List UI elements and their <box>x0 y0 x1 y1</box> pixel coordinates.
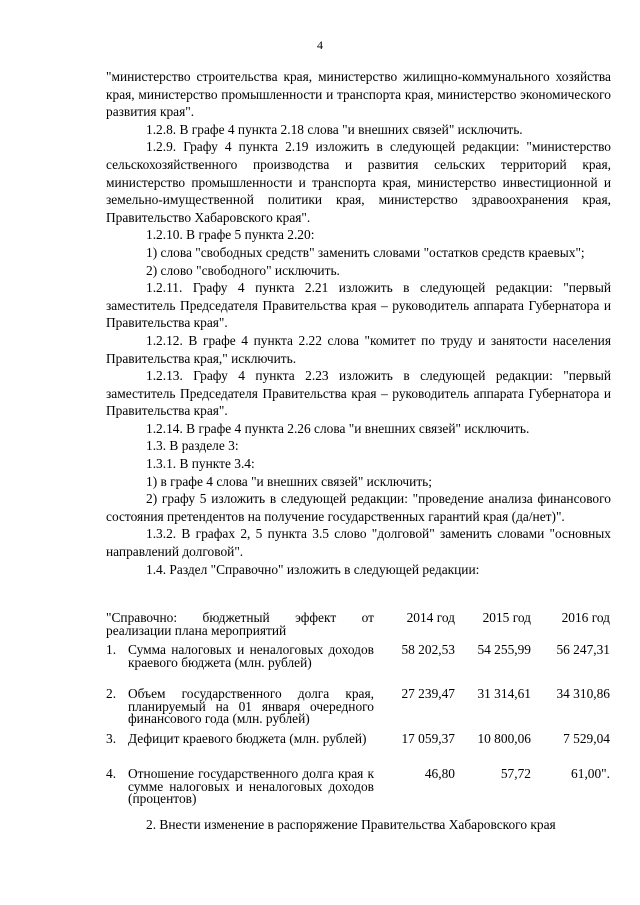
paragraph: 1.2.12. В графе 4 пункта 2.22 слова "комитет по труду и занятости населения Правительства края," исключить. <box>106 332 611 366</box>
row-value: 10 800,06 <box>477 731 531 746</box>
table-row <box>106 768 611 810</box>
row-value: 56 247,31 <box>556 642 610 657</box>
row-value: 61,00". <box>571 766 610 781</box>
paragraph: "министерство строительства края, министерство жилищно-коммунального хозяйства края, министерство промышленности и транспорта края, министерство экономического развития края". <box>106 69 611 120</box>
paragraph: 1.2.8. В графе 4 пункта 2.18 слова "и внешних связей" исключить. <box>146 121 523 137</box>
row-description: Дефицит краевого бюджета (млн. рублей) <box>128 731 367 746</box>
year-header: 2015 год <box>482 610 531 625</box>
row-value: 57,72 <box>500 766 531 781</box>
row-description: Отношение государственного долга края к сумме налоговых и неналоговых доходов (процентов) <box>128 766 374 806</box>
row-value: 31 314,61 <box>477 686 531 701</box>
document-body <box>106 68 611 578</box>
paragraph: 2) графу 5 изложить в следующей редакции: "проведение анализа финансового состояния претендентов на получение государственных гарантий края (да/нет)". <box>106 491 611 524</box>
paragraph: 1.2.10. В графе 5 пункта 2.20: <box>146 227 315 243</box>
paragraph: 1.3. В разделе 3: <box>146 438 239 454</box>
row-value: 54 255,99 <box>477 642 531 657</box>
paragraph: 1.3.1. В пункте 3.4: <box>146 456 255 472</box>
year-header: 2016 год <box>561 610 610 625</box>
paragraph: 1.3.2. В графах 2, 5 пункта 3.5 слово "долговой" заменить словами "основных направлений долговой". <box>106 526 611 560</box>
paragraph: 1.4. Раздел "Справочно" изложить в следующей редакции: <box>146 561 480 577</box>
table-header-row <box>106 612 611 644</box>
closing-paragraph: 2. Внести изменение в распоряжение Правительства Хабаровского края <box>146 817 556 832</box>
year-header: 2014 год <box>406 610 455 625</box>
row-number: 4. <box>106 766 117 781</box>
row-number: 1. <box>106 642 117 657</box>
row-value: 17 059,37 <box>401 731 455 746</box>
paragraph: 1.2.14. В графе 4 пункта 2.26 слова "и внешних связей" исключить. <box>146 420 530 436</box>
table-row <box>106 688 611 733</box>
table-row <box>106 644 611 688</box>
reference-table <box>106 612 611 810</box>
row-number: 2. <box>106 686 117 701</box>
paragraph: 1) в графе 4 слова "и внешних связей" исключить; <box>146 473 433 489</box>
paragraph: 1.2.9. Графу 4 пункта 2.19 изложить в следующей редакции: "министерство сельскохозяйственного производства и развития сельских территорий края, министерство промышленности и транспорта края, министерство инвестиционной и земельно-имущественной политики края, министерство здравоохранения края, Правительство Хабаровского края". <box>106 139 611 225</box>
row-value: 46,80 <box>424 766 455 781</box>
row-value: 58 202,53 <box>401 642 455 657</box>
paragraph: 1.2.11. Графу 4 пункта 2.21 изложить в следующей редакции: "первый заместитель Председателя Правительства края – руководитель аппарата Губернатора и Правительства края". <box>106 280 611 331</box>
paragraph: 1.2.13. Графу 4 пункта 2.23 изложить в следующей редакции: "первый заместитель Председателя Правительства края – руководитель аппарата Губернатора и Правительства края". <box>106 368 611 419</box>
row-number: 3. <box>106 731 117 746</box>
row-value: 27 239,47 <box>401 686 455 701</box>
page-number: 4 <box>317 38 323 52</box>
paragraph: 2) слово "свободного" исключить. <box>146 262 340 278</box>
row-value: 34 310,86 <box>556 686 610 701</box>
paragraph: 1) слова "свободных средств" заменить словами "остатков средств краевых"; <box>146 244 585 260</box>
row-description: Сумма налоговых и неналоговых доходов краевого бюджета (млн. рублей) <box>128 642 374 670</box>
table-header-description: "Справочно: бюджетный эффект от реализации плана мероприятий <box>106 610 374 638</box>
table-row <box>106 733 611 768</box>
row-value: 7 529,04 <box>563 731 610 746</box>
row-description: Объем государственного долга края, планируемый на 01 января очередного финансового года (млн. рублей) <box>128 686 374 726</box>
